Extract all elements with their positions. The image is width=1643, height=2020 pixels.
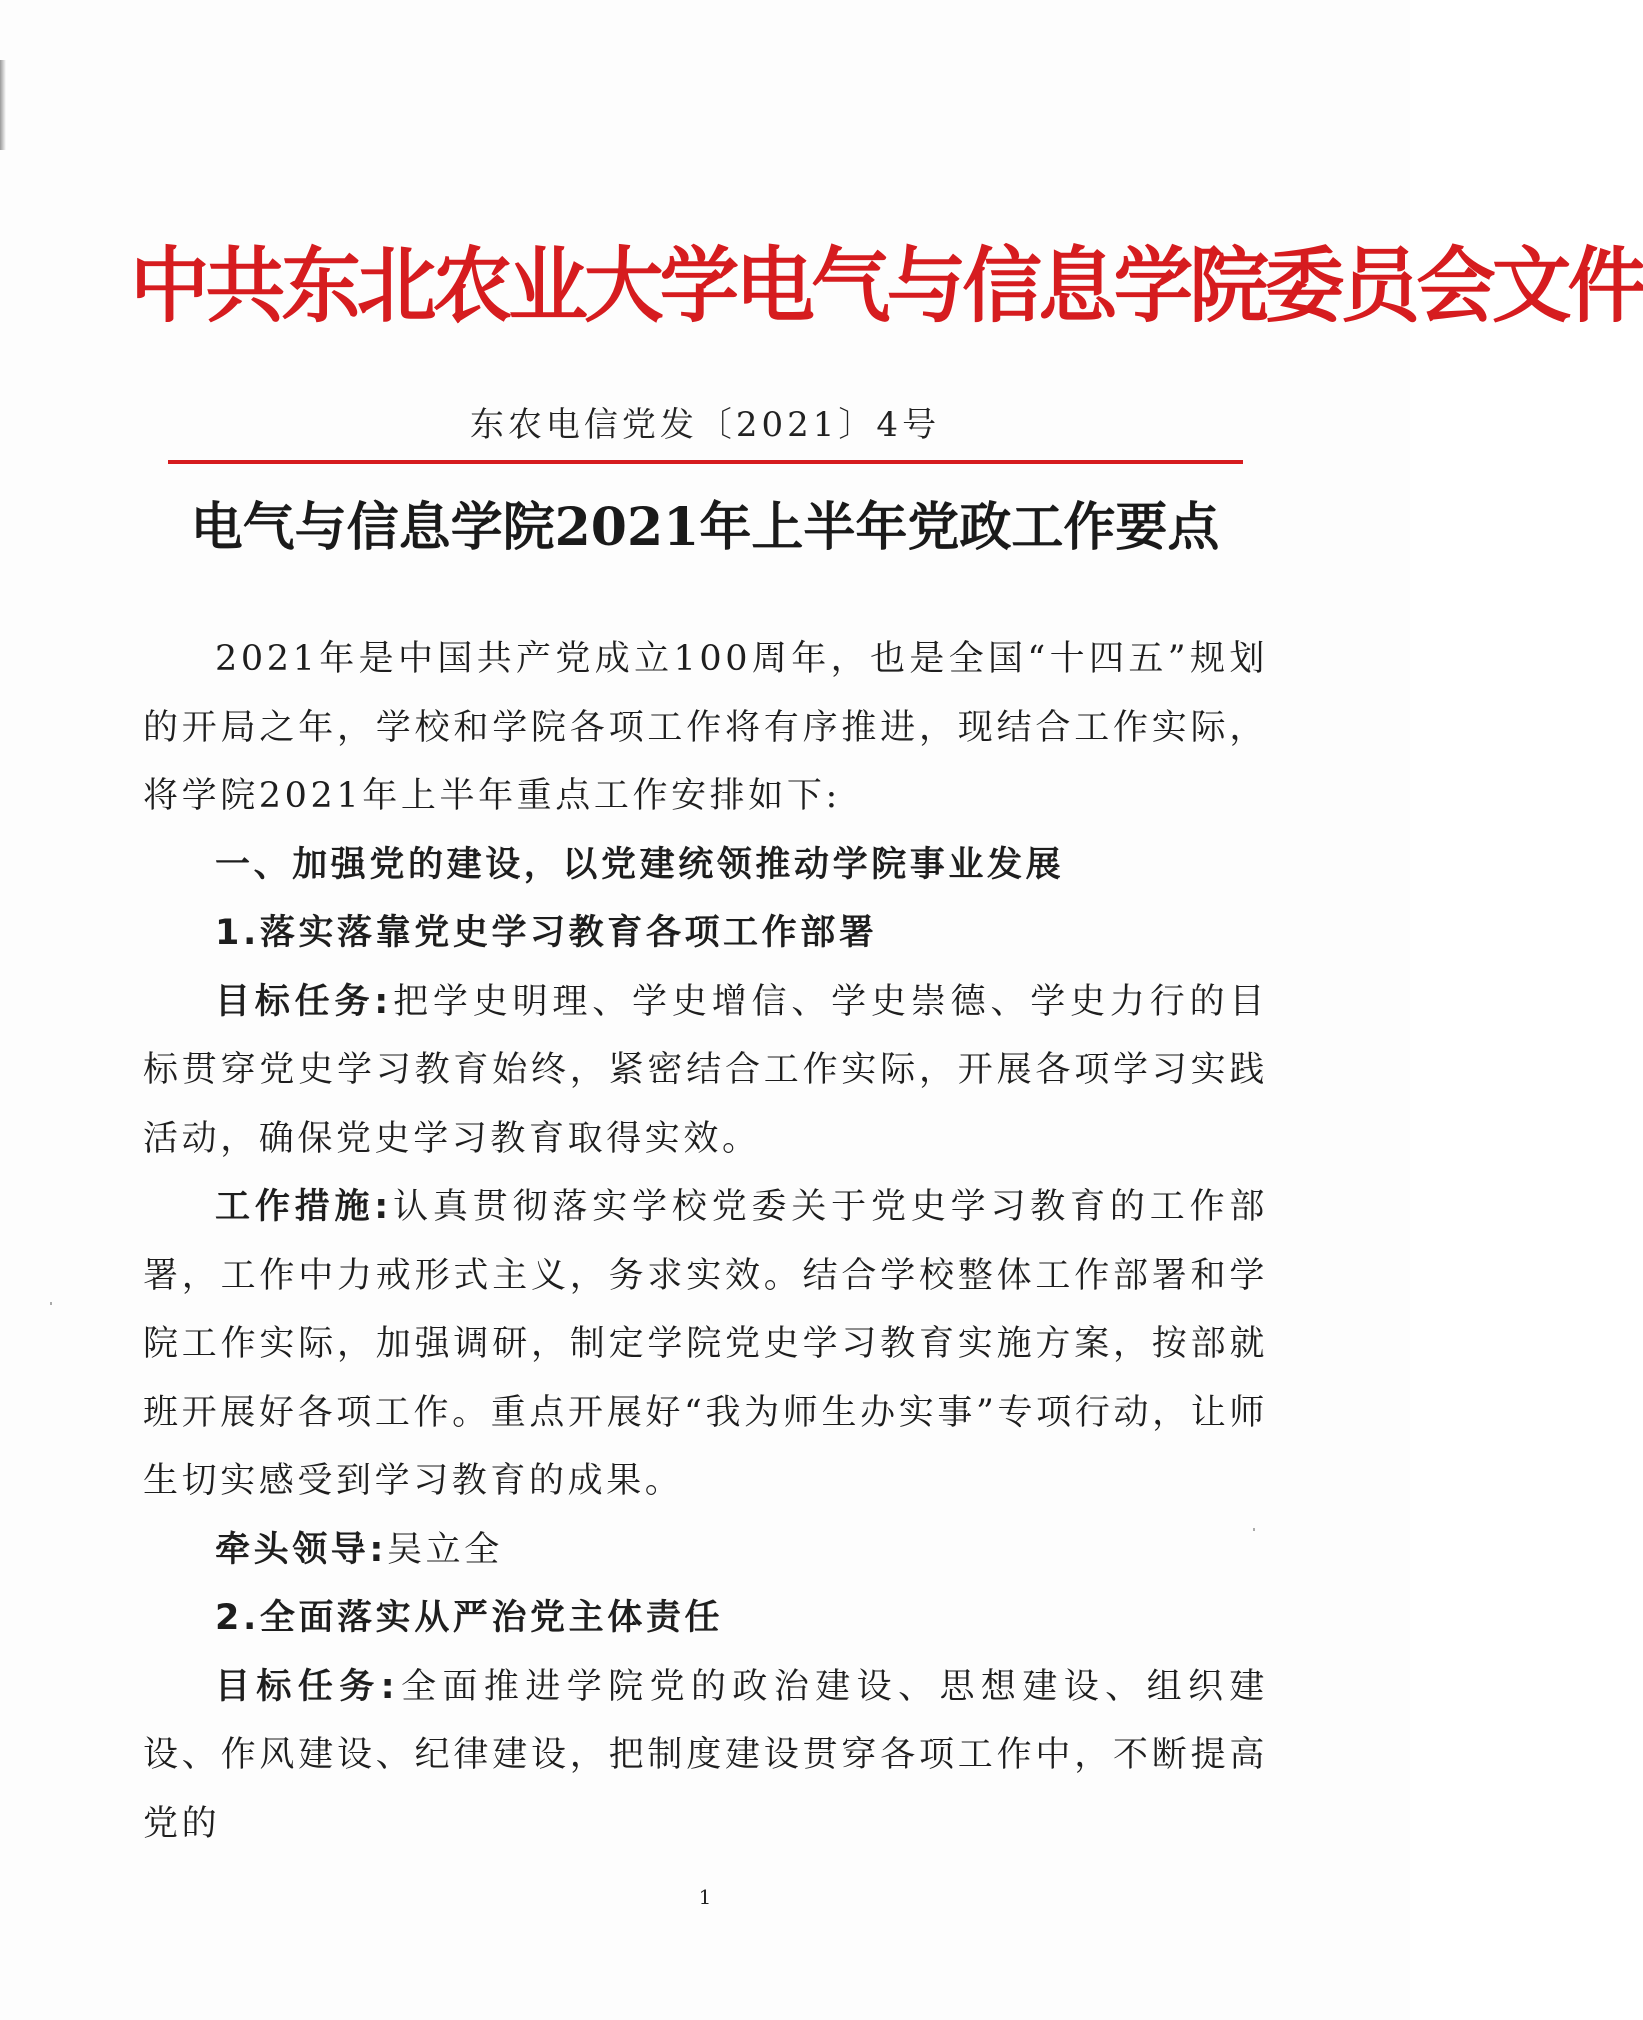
- item-1-leader-paragraph: [143, 1516, 1268, 1585]
- item-2-heading: 2.全面落实从严治党主体责任: [215, 1598, 724, 1638]
- scan-speck: [1253, 1528, 1255, 1531]
- document-number: 东农电信党发〔2021〕4号: [469, 405, 941, 445]
- leader-name: 吴立全: [387, 1529, 503, 1570]
- leader-label: 牵头领导:: [215, 1529, 387, 1570]
- document-body: [143, 625, 1268, 1858]
- document-title: 电气与信息学院2021年上半年党政工作要点: [190, 497, 1220, 558]
- measure-label: 工作措施:: [215, 1187, 392, 1227]
- goal-label: 目标任务:: [215, 1666, 399, 1707]
- red-divider-line: [168, 460, 1243, 464]
- item-1-goal-paragraph: [143, 968, 1268, 1174]
- measure-text: 认真贯彻落实学校党委关于党史学习教育的工作部署，工作中力戒形式主义，务求实效。结合学校整体工作部署和学院工作实际，加强调研，制定学院党史学习教育实施方案，按部就班开展好各项工作。重点开展好“我为师生办实事”专项行动，让师生切实感受到学习教育的成果。: [143, 1187, 1268, 1501]
- goal-text: 全面推进学院党的政治建设、思想建设、组织建设、作风建设、纪律建设，把制度建设贯穿各项工作中，不断提高党的: [143, 1666, 1268, 1844]
- intro-paragraph: 2021年是中国共产党成立100周年，也是全国“十四五”规划的开局之年，学校和学院各项工作将有序推进，现结合工作实际，将学院2021年上半年重点工作安排如下:: [143, 639, 1268, 816]
- goal-label: 目标任务:: [215, 981, 392, 1022]
- document-header-title: 中共东北农业大学电气与信息学院委员会文件: [130, 239, 1643, 334]
- item-1-measure-paragraph: [143, 1173, 1268, 1516]
- item-1-heading: 1.落实落靠党史学习教育各项工作部署: [215, 913, 878, 953]
- section-1-heading: 一、加强党的建设，以党建统领推动学院事业发展: [215, 844, 1065, 885]
- scan-edge-shadow: [0, 60, 6, 150]
- goal-text: 把学史明理、学史增信、学史崇德、学史力行的目标贯穿党史学习教育始终，紧密结合工作实际，开展各项学习实践活动，确保党史学习教育取得实效。: [143, 981, 1268, 1159]
- scan-speck: [50, 1302, 52, 1305]
- page-number: 1: [698, 1885, 712, 1909]
- item-2-goal-paragraph: [143, 1653, 1268, 1859]
